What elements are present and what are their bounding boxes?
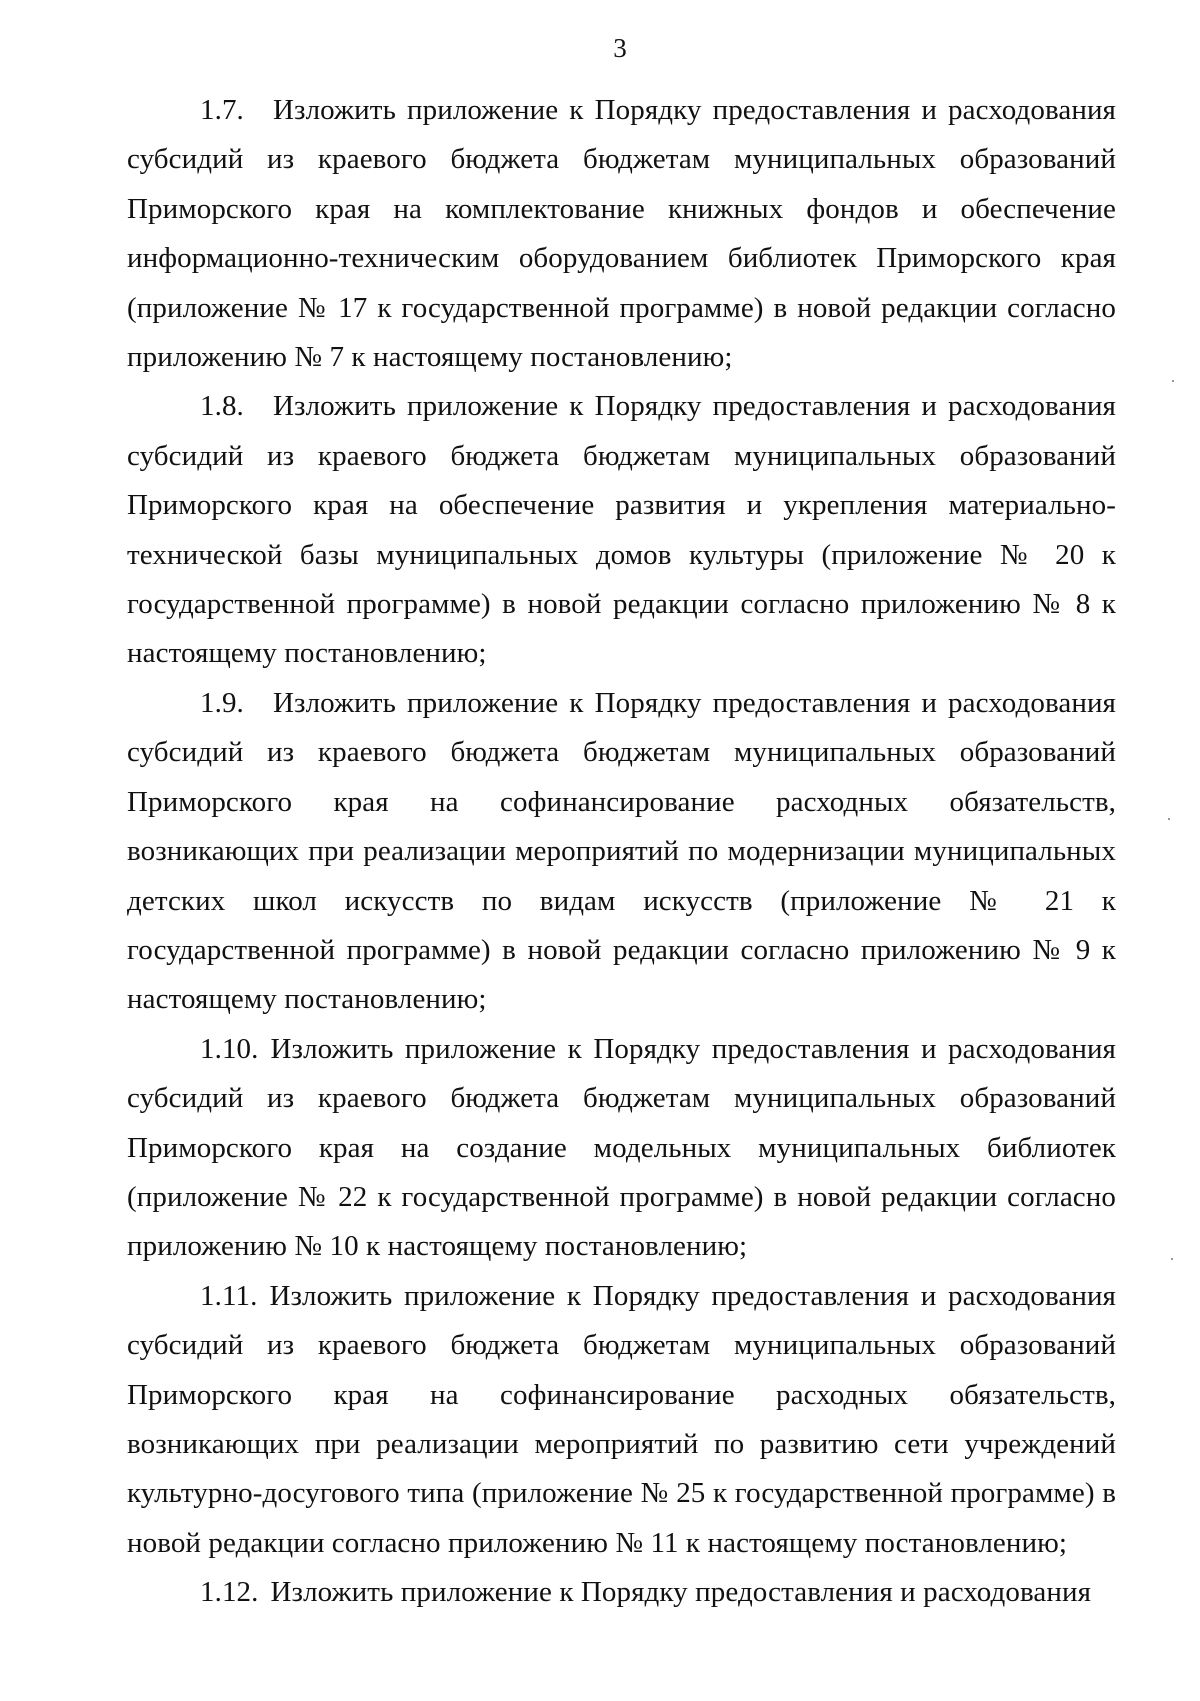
item-number: 1.12. xyxy=(200,1576,259,1609)
paragraph-text: Изложить приложение к Порядку предоставления и расходования субсидий из краевого бюджета бюджетам муниципальных образований Приморского края на софинансирование расходных обязательств, возникающих при реализации мероприятий по развитию сети учреждений культурно-досугового типа (приложение № 25 к государственной программе) в новой редакции согласно приложению № 11 к настоящему постановлению; xyxy=(127,1279,1116,1559)
paragraph-1-12 xyxy=(127,1568,1116,1617)
scan-speck xyxy=(1168,818,1170,820)
item-number: 1.9. xyxy=(200,686,244,719)
item-number: 1.8. xyxy=(200,390,244,423)
paragraph-1-7 xyxy=(127,86,1116,382)
item-number: 1.7. xyxy=(200,94,244,126)
paragraph-text: Изложить приложение к Порядку предоставления и расходования субсидий из краевого бюджета бюджетам муниципальных образований Приморского края на комплектование книжных фондов и обеспечение информационно-техническим оборудованием библиотек Приморского края (приложение № 17 к государственной программе) в новой редакции согласно приложению № 7 к настоящему постановлению; xyxy=(127,94,1116,374)
item-number: 1.11. xyxy=(200,1279,258,1312)
item-number: 1.10. xyxy=(200,1032,259,1065)
paragraph-text: Изложить приложение к Порядку предоставления и расходования субсидий из краевого бюджета бюджетам муниципальных образований Приморского края на создание модельных муниципальных библиотек (приложение № 22 к государственной программе) в новой редакции согласно приложению № 10 к настоящему постановлению; xyxy=(127,1032,1116,1263)
document-body xyxy=(127,86,1116,1618)
paragraph-text: Изложить приложение к Порядку предоставления и расходования субсидий из краевого бюджета бюджетам муниципальных образований Приморского края на обеспечение развития и укрепления материально-технической базы муниципальных домов культуры (приложение № 20 к государственной программе) в новой редакции согласно приложению № 8 к настоящему постановлению; xyxy=(127,390,1116,670)
scan-speck xyxy=(1171,1258,1173,1260)
paragraph-1-11 xyxy=(127,1272,1116,1568)
paragraph-text: Изложить приложение к Порядку предоставления и расходования субсидий из краевого бюджета бюджетам муниципальных образований Приморского края на софинансирование расходных обязательств, возникающих при реализации мероприятий по модернизации муниципальных детских школ искусств по видам искусств (приложение № 21 к государственной программе) в новой редакции согласно приложению № 9 к настоящему постановлению; xyxy=(127,686,1116,1016)
paragraph-1-9 xyxy=(127,679,1116,1025)
paragraph-text: Изложить приложение к Порядку предоставления и расходования xyxy=(270,1576,1092,1609)
scan-speck xyxy=(1172,380,1174,382)
paragraph-1-10 xyxy=(127,1025,1116,1272)
paragraph-1-8 xyxy=(127,382,1116,678)
page-number: 3 xyxy=(613,33,627,63)
